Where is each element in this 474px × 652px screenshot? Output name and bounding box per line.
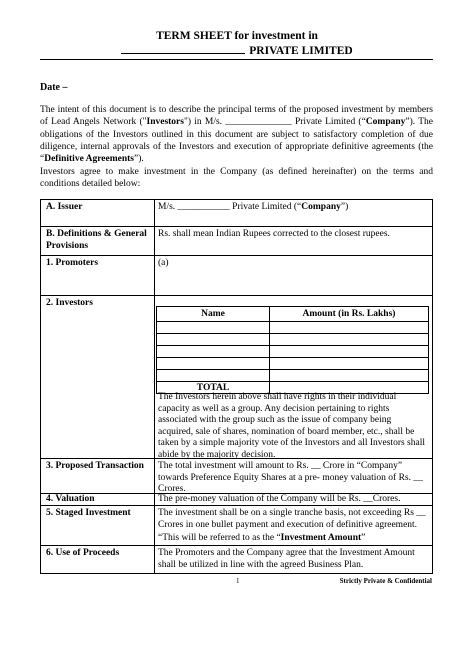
issuer-value <box>158 202 428 214</box>
use-of-proceeds-value: The Promoters and the Company agree that the Investment Amount shall be utilized in line with the agreed Business Plan. <box>158 548 415 570</box>
total-amount-cell <box>270 382 429 394</box>
issuer-text-2: ”) <box>340 202 349 212</box>
investors-table-header <box>157 307 429 322</box>
investors-label: 2. Investors <box>46 298 93 308</box>
name-cell <box>157 370 270 382</box>
intro-text-4: ”). <box>134 154 144 165</box>
title-line-2 <box>0 43 474 57</box>
table-row <box>157 346 429 358</box>
column-divider <box>154 227 155 255</box>
amount-cell <box>270 322 429 334</box>
intro-investors-term: Investors <box>146 117 184 128</box>
intro-definitive-term: Definitive Agreements <box>44 154 135 165</box>
amount-cell <box>270 358 429 370</box>
confidential-label: Strictly Private & Confidential <box>339 577 432 585</box>
row-valuation <box>40 493 433 505</box>
page-number: 1 <box>236 577 240 585</box>
column-divider <box>154 546 155 573</box>
table-row <box>157 358 429 370</box>
intro-text-1: The intent of this document is to describe the principal terms of the proposed investment by members of Lead Angels Network (" <box>40 105 433 128</box>
proposed-transaction-value: The total investment will amount to Rs. __ Crore in “Company” towards Preference Equity Shares at a pre- money valuation of Rs. __ Crores. <box>158 461 423 494</box>
table-row <box>157 322 429 334</box>
total-row <box>157 382 429 394</box>
amount-column-header: Amount (in Rs. Lakhs) <box>270 307 429 322</box>
investors-note: The Investors herein above shall have rights in their individual capacity as well as a group. Any decision pertaining to rights associated with the group such as the issue of company being acquired, sale of shares, nomination of board member, etc., shall be taken by a simple majority vote of the Investors and all Investors shall abide by the majority decision. <box>158 392 425 460</box>
title-line-2-text: PRIVATE LIMITED <box>249 45 353 57</box>
name-cell <box>157 322 270 334</box>
company-name-blank <box>121 43 245 54</box>
staged-investment-label: 5. Staged Investment <box>46 508 131 518</box>
amount-cell <box>270 334 429 346</box>
table-row <box>157 370 429 382</box>
row-proposed-transaction <box>40 458 433 493</box>
row-promoters <box>40 255 433 295</box>
valuation-label: 4. Valuation <box>46 494 95 504</box>
issuer-label: A. Issuer <box>46 202 83 212</box>
column-divider <box>154 200 155 226</box>
investment-amount-term: Investment Amount <box>280 533 362 543</box>
promoters-label: 1. Promoters <box>46 258 99 268</box>
staged-text-2 <box>158 533 428 545</box>
row-definitions <box>40 226 433 255</box>
issuer-company-term: Company <box>301 202 341 212</box>
staged-investment-value <box>158 508 428 545</box>
definitions-label: B. Definitions & General Provisions <box>46 229 147 251</box>
row-use-of-proceeds <box>40 545 433 574</box>
intro-text-3: ”). The obligations of the Investors outlined in this document are subject to satisfactory completion of due diligence, internal approvals of the Investors and execution of appropriate definitive agreements (the “ <box>40 117 433 165</box>
intro-paragraph <box>40 104 433 165</box>
use-of-proceeds-label: 6. Use of Proceeds <box>46 548 120 558</box>
column-divider <box>154 256 155 295</box>
name-cell <box>157 358 270 370</box>
proposed-transaction-label: 3. Proposed Transaction <box>46 461 144 471</box>
definitions-value: Rs. shall mean Indian Rupees corrected to the closest rupees. <box>158 229 390 239</box>
table-row <box>157 334 429 346</box>
staged-text-2a: “This will be referred to as the “ <box>158 533 281 543</box>
column-divider <box>154 459 155 493</box>
name-column-header: Name <box>157 307 270 322</box>
row-staged-investment <box>40 505 433 545</box>
name-cell <box>157 346 270 358</box>
investors-table <box>156 306 429 394</box>
intro-company-term: Company <box>365 117 406 128</box>
name-cell <box>157 334 270 346</box>
date-label: Date – <box>40 82 68 93</box>
column-divider <box>154 296 155 458</box>
amount-cell <box>270 370 429 382</box>
amount-cell <box>270 346 429 358</box>
total-label: TOTAL <box>157 382 270 394</box>
issuer-text-1: M/s. ___________ Private Limited (“ <box>158 202 302 212</box>
title-line-1: TERM SHEET for investment in <box>156 30 318 42</box>
intro-text-2: ") in M/s. ______________ Private Limited (“ <box>183 117 366 128</box>
staged-text-2c: ” <box>361 533 366 543</box>
staged-text-1: The investment shall be on a single tranche basis, not exceeding Rs __ Crores in one bullet payment and execution of definitive agreement. <box>158 508 426 530</box>
valuation-value: The pre-money valuation of the Company will be Rs. __Crores. <box>158 494 401 504</box>
promoters-value: (a) <box>158 258 169 268</box>
row-issuer <box>40 199 433 226</box>
title-underline <box>40 59 433 60</box>
agree-paragraph: Investors agree to make investment in the Company (as defined hereinafter) on the terms and conditions detailed below: <box>40 167 433 190</box>
column-divider <box>154 494 155 505</box>
column-divider <box>154 506 155 545</box>
